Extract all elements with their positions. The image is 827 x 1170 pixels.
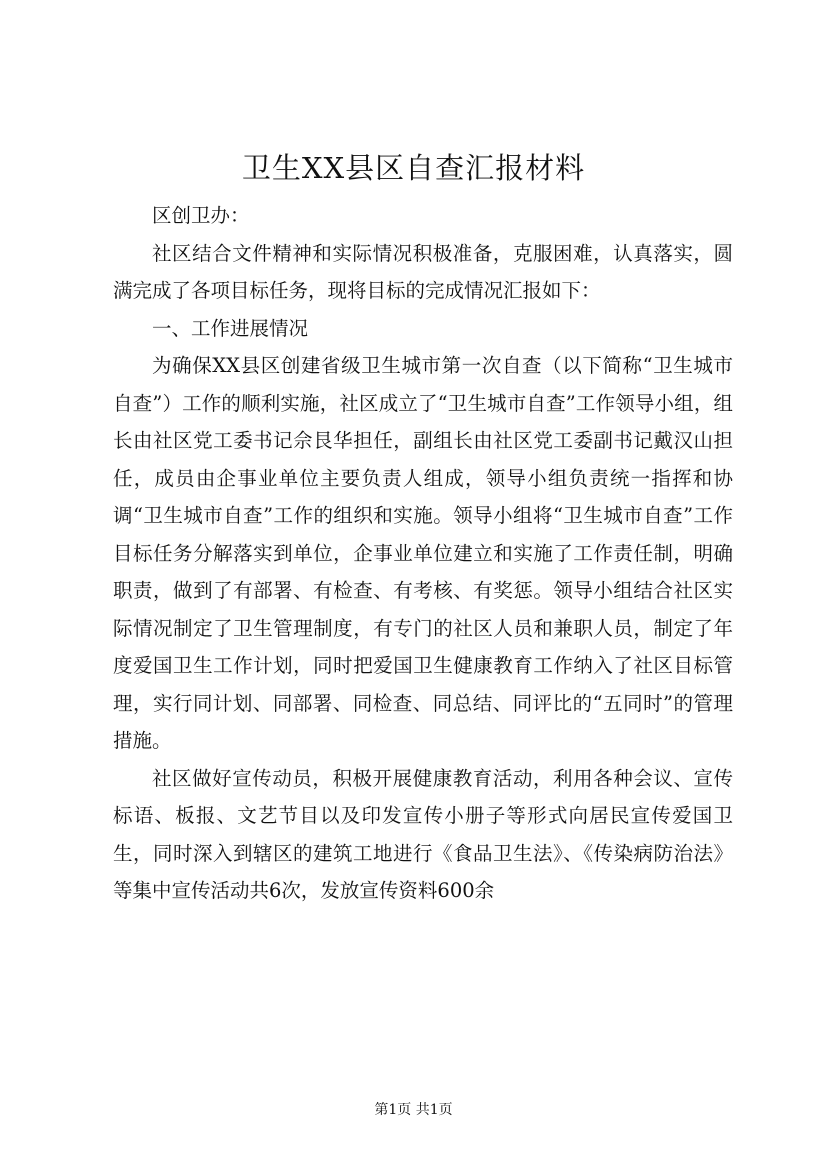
paragraph-publicity: 社区做好宣传动员，积极开展健康教育活动，利用各种会议、宣传标语、板报、文艺节目以及印发宣传小册子等形式向居民宣传爱国卫生，同时深入到辖区的建筑工地进行《食品卫生法》、《传染病防治法》等集中宣传活动共6次，发放宣传资料600余 (113, 766, 733, 902)
paragraph-work-progress: 为确保XX县区创建省级卫生城市第一次自查（以下简称“卫生城市自查”）工作的顺利实施，社区成立了“卫生城市自查”工作领导小组，组长由社区党工委书记佘艮华担任，副组长由社区党工委副书记戴汉山担任，成员由企事业单位主要负责人组成，领导小组负责统一指挥和协调“卫生城市自查”工作的组织和实施。领导小组将“卫生城市自查”工作目标任务分解落实到单位，企事业单位建立和实施了工作责任制，明确职责，做到了有部署、有检查、有考核、有奖惩。领导小组结合社区实际情况制定了卫生管理制度，有专门的社区人员和兼职人员，制定了年度爱国卫生工作计划，同时把爱国卫生健康教育工作纳入了社区目标管理，实行同计划、同部署、同检查、同总结、同评比的“五同时”的管理措施。 (113, 354, 733, 752)
section-heading: 一、工作进展情况 (152, 316, 309, 340)
salutation: 区创卫办： (152, 204, 250, 227)
paragraph-intro: 社区结合文件精神和实际情况积极准备，克服困难，认真落实，圆满完成了各项目标任务，现将目标的完成情况汇报如下： (113, 241, 733, 302)
document-body (113, 197, 733, 910)
document-title: 卫生XX县区自查汇报材料 (241, 151, 586, 185)
page-footer: 第1页 共1页 (374, 1102, 453, 1118)
